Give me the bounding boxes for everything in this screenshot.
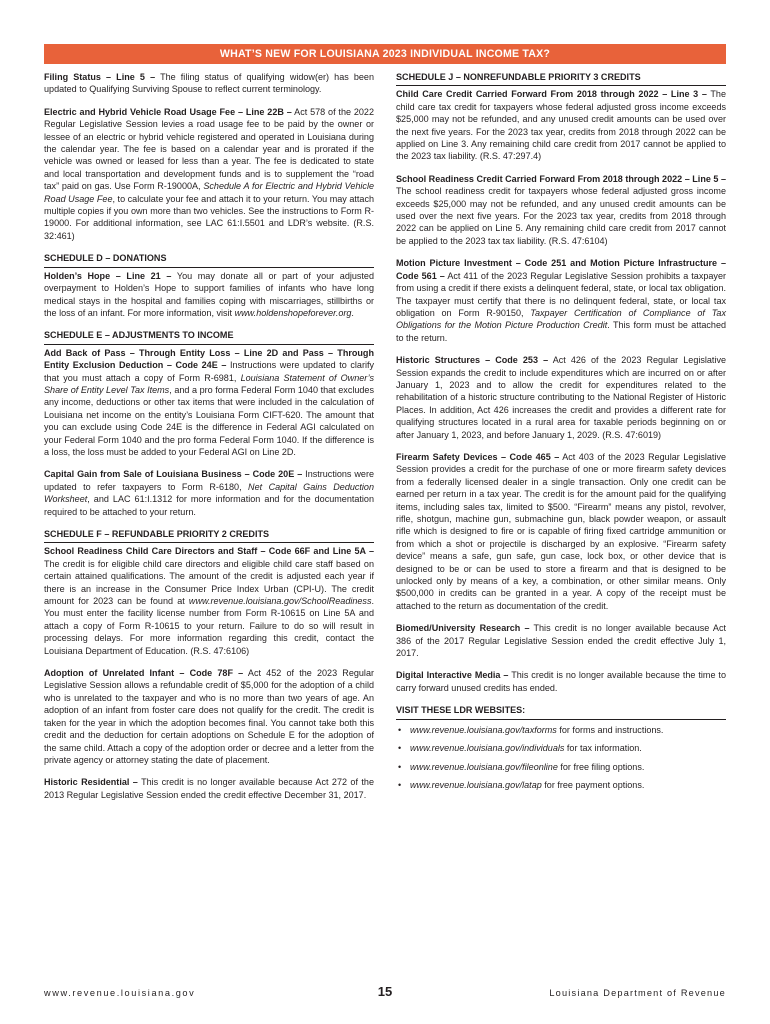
firearm-body: Act 403 of the 2023 Regular Legislative Session provides a credit for the purchase of one or more firearm safety devices from a federally licensed dealer in a single transaction. Only one credit can be earned per return in a tax year. The credit is for the amount paid for the qualifying items, including sales tax, limited to $500. “Firearm” means any pistol, revolver, rifle, shotgun, machine gun, submachine gun, black powder weapon, or assault rifle which is designed to fire or is capable of firing fixed cartridge ammunition or from which a shot or projectile is discharged by an explosive. “Firearm safety device” means a safe, gun safe, gun case, lock box, or other device that is designed to be or can be used to store a firearm and that is designed to be unlocked only by means of a key, a combination, or other similar means. Only $500,000 in credits can be granted in a year. A copy of the receipt must be attached to the return as documentation of the credit. [396, 451, 727, 611]
motion-picture-paragraph [396, 257, 726, 344]
motion-picture-heading: Motion Picture Investment – Code 251 and Motion Picture Infrastructure – Code 561 – [396, 258, 726, 281]
capital-gain-form-title: Net Capital Gains Deduction Worksheet [44, 481, 374, 505]
digital-media-heading: Digital Interactive Media – [396, 670, 509, 681]
bullet-icon: • [398, 761, 402, 772]
schedule-d-title: SCHEDULE D – DONATIONS [44, 252, 374, 267]
school-readiness-cf-body: The school readiness credit for taxpayers whose federal adjusted gross income exceeds $25,000 may not be refunded, and any unused credit amounts can be used over the next five years. For the 2023 tax year, credits from 2018 through 2022 can be applied on Line 5. Any remaining child care credit from 2017 cannot be applied to the 2023 tax tax liability. (R.S. 47:6104) [396, 186, 726, 246]
taxforms-link[interactable]: www.revenue.louisiana.gov/taxforms [410, 724, 557, 735]
list-item [396, 779, 726, 791]
motion-picture-body: Act 411 of the 2023 Regular Legislative Session prohibits a taxpayer from using a credit if there exists a delinquent federal, state, or local tax obligation. The taxpayer must certify that there is no delinquent federal, state, or local tax obligation on Form R-90150, [396, 270, 726, 318]
capital-gain-body-end: , and LAC 61:I.1312 for more information and for the documentation required to be attached to your return. [44, 494, 374, 517]
child-care-body: The child care tax credit for taxpayers whose federal adjusted gross income exceeds $25,000 may not be refunded, and any unused credit amounts can be used over the next five years. For the 2023 tax year, credits from 2018 through 2022 can be applied on Line 3. Any remaining child care credit from 2017 cannot be applied to the 2023 tax liability. (R.S. 47:297.4) [396, 89, 726, 162]
school-readiness-body: The credit is for eligible child care directors and eligible child care staff based on certain attained qualifications. The amount of the credit is adjusted each year if there is an increase in the Consumer Price Index Urban (CPI-U). The credit amount for 2023 can be found at [44, 558, 374, 607]
child-care-paragraph [396, 88, 726, 162]
latap-link[interactable]: www.revenue.louisiana.gov/latap [410, 779, 542, 790]
list-item [396, 724, 726, 736]
motion-picture-form-title: Taxpayer Certification of Compliance of Tax Obligations for the Motion Picture Production Credit [396, 307, 726, 331]
school-readiness-heading: School Readiness Child Care Directors and Staff – Code 66F and Line 5A – [44, 546, 374, 557]
ev-fee-body: Act 578 of the 2022 Regular Legislative Session levies a road usage fee to be paid by the owner or lessee of an electric or hybrid vehicle registered and operated in Louisiana during the calendar year. The fee is based on a calendar year and is prorated if the vehicle was owned or leased for less than a year. The fee is dedicated to state and local transportation and development funds and is to supplement the “road tax” paid on gas. Use Form R-19000A, [44, 106, 374, 192]
add-back-body: Instructions were updated to clarify that you must attach a copy of Form R-6981, [44, 360, 375, 383]
filing-status-body: The filing status of qualifying widow(er) has been updated to Qualifying Surviving Spouse to reflect current terminology. [44, 72, 374, 95]
capital-gain-paragraph [44, 468, 374, 518]
add-back-form-title: Louisiana Statement of Owner’s Share of Entity Level Tax Items [44, 372, 374, 395]
taxforms-text: for forms and instructions. [556, 724, 664, 735]
filing-status-paragraph [44, 71, 374, 96]
ev-fee-form-title: Schedule A for Electric and Hybrid Vehicle Road Usage Fee [44, 181, 374, 204]
filing-status-heading: Filing Status – Line 5 – [44, 72, 156, 82]
adoption-paragraph [44, 667, 374, 766]
add-back-heading: Add Back of Pass – Through Entity Loss – Line 2D and Pass – Through Entity Exclusion Deduction – Code 24E – [44, 347, 374, 371]
adoption-body: Act 452 of the 2023 Regular Legislative Session allows a refundable credit of $5,000 for the adoption of a child who is unrelated to the taxpayer and who is no more than two years of age. An adoption of an infant from foster care does not qualify for the credit. The credit is taken for the year in which the adoption becomes final. You cannot take both this credit and the deduction for certain adoptions on Schedule E for the adoption of the same child. Attach a copy of the adoption order or decree and a letter from the private agency or attorney stating the date of placement. [44, 668, 374, 765]
school-readiness-link[interactable]: www.revenue.louisiana.gov/SchoolReadiness [188, 596, 372, 607]
historic-structures-heading: Historic Structures – Code 253 – [396, 355, 549, 366]
holdens-hope-heading: Holden’s Hope – Line 21 – [44, 270, 172, 281]
child-care-heading: Child Care Credit Carried Forward From 2018 through 2022 – Line 3 – [396, 89, 707, 100]
ev-fee-paragraph [44, 106, 374, 242]
list-item [396, 761, 726, 773]
biomed-paragraph [396, 622, 726, 659]
holdens-hope-link[interactable]: www.holdenshopeforever.org [234, 307, 352, 318]
biomed-heading: Biomed/University Research – [396, 623, 530, 634]
historic-structures-paragraph [396, 354, 726, 441]
ev-fee-heading: Electric and Hybrid Vehicle Road Usage Fee – Line 22B – [44, 106, 292, 117]
digital-media-paragraph [396, 669, 726, 694]
holdens-hope-paragraph [44, 270, 374, 320]
digital-media-body: This credit is no longer available because the time to carry forward unused credits has ended. [396, 670, 726, 693]
schedule-e-title: SCHEDULE E – ADJUSTMENTS TO INCOME [44, 329, 374, 344]
bullet-icon: • [398, 724, 402, 735]
school-readiness-cf-heading: School Readiness Credit Carried Forward From 2018 through 2022 – Line 5 – [396, 173, 726, 184]
holdens-hope-body: You may donate all or part of your adjusted overpayment to Holden’s Hope to support families of infants who have long medical stays in the hospital and families coping with miscarriages, stillbirths or the loss of an infant. For more information, visit [44, 270, 374, 318]
add-back-body-end: , and a pro forma Federal Form 1040 that excludes any income, deductions or other tax items that were included in the calculation of Louisiana net income on the entity’s Louisiana Form CIFT-620. The amount that you can exclude using Code 24E is the difference in Federal AGI calculated on your Federal Form 1040 and the pro forma Federal Form 1040. If the difference is a loss, the loss must be added to your Federal AGI on Line 2D. [44, 384, 374, 457]
schedule-j-title: SCHEDULE J – NONREFUNDABLE PRIORITY 3 CREDITS [396, 71, 726, 86]
left-column [44, 71, 374, 811]
historic-residential-body: This credit is no longer available because Act 272 of the 2013 Regular Legislative Session ended the credit effective December 31, 2017. [44, 777, 374, 800]
historic-structures-body: Act 426 of the 2023 Regular Legislative Session expands the credit to include expenditures which are incurred on or after January 1, 2023 and to allow the credit for expenditures related to the rehabilitation of a historic structure contributing to the National Register of Historic Places. In addition, Act 426 increases the credit and provides a different rate for qualifying structures located in a rural area for taxable periods beginning on or after January 1, 2023, and before January 1, 2029. (R.S. 47:6019) [396, 355, 727, 440]
list-item [396, 742, 726, 754]
holdens-hope-end: . [351, 307, 354, 318]
historic-residential-paragraph [44, 776, 374, 801]
adoption-heading: Adoption of Unrelated Infant – Code 78F – [44, 668, 244, 679]
historic-residential-heading: Historic Residential – [44, 777, 138, 788]
schedule-f-title: SCHEDULE F – REFUNDABLE PRIORITY 2 CREDITS [44, 528, 374, 543]
footer-website[interactable]: www.revenue.louisiana.gov [44, 988, 196, 998]
bullet-icon: • [398, 743, 402, 754]
motion-picture-body-end: . This form must be attached to the return. [396, 320, 727, 343]
header-banner: WHAT’S NEW FOR LOUISIANA 2023 INDIVIDUAL INCOME TAX? [44, 44, 726, 64]
footer-department: Louisiana Department of Revenue [549, 988, 726, 998]
fileonline-link[interactable]: www.revenue.louisiana.gov/fileonline [410, 761, 558, 772]
right-column [396, 71, 726, 797]
firearm-heading: Firearm Safety Devices – Code 465 – [396, 451, 560, 462]
ev-fee-body-end: , to calculate your fee and attach it to your return. You may attach multiple copies if you own more than two vehicles. See the instructions to Form R-19000. For additional information, see LAC 61:I.5501 and LDR’s website. (R.S. 32:461) [44, 193, 374, 241]
biomed-body: This credit is no longer available because Act 386 of the 2017 Regular Legislative Session ended the credit effective July 1, 2017. [396, 623, 727, 659]
fileonline-text: for free filing options. [557, 761, 645, 772]
bullet-icon: • [398, 779, 402, 790]
school-readiness-body-end: . You must enter the facility license number from Form R-10615 on Line 5A and attach a copy of Form R-10615 to your return. Failure to do so will result in processing delays. For more information regarding this credit, contact the Louisiana Department of Education. (R.S. 47:6106) [44, 596, 374, 656]
page-number: 15 [377, 984, 393, 999]
school-readiness-paragraph [44, 545, 374, 657]
individuals-link[interactable]: www.revenue.louisiana.gov/individuals [410, 743, 565, 754]
capital-gain-heading: Capital Gain from Sale of Louisiana Business – Code 20E – [44, 469, 303, 480]
firearm-paragraph [396, 451, 726, 612]
school-readiness-cf-paragraph [396, 173, 726, 247]
capital-gain-body: Instructions were updated to refer taxpayers to Form R-6180, [44, 469, 374, 492]
websites-title: VISIT THESE LDR WEBSITES: [396, 704, 726, 719]
add-back-paragraph [44, 347, 374, 459]
latap-text: for free payment options. [541, 779, 645, 790]
individuals-text: for tax information. [564, 743, 642, 754]
websites-list [396, 724, 726, 792]
